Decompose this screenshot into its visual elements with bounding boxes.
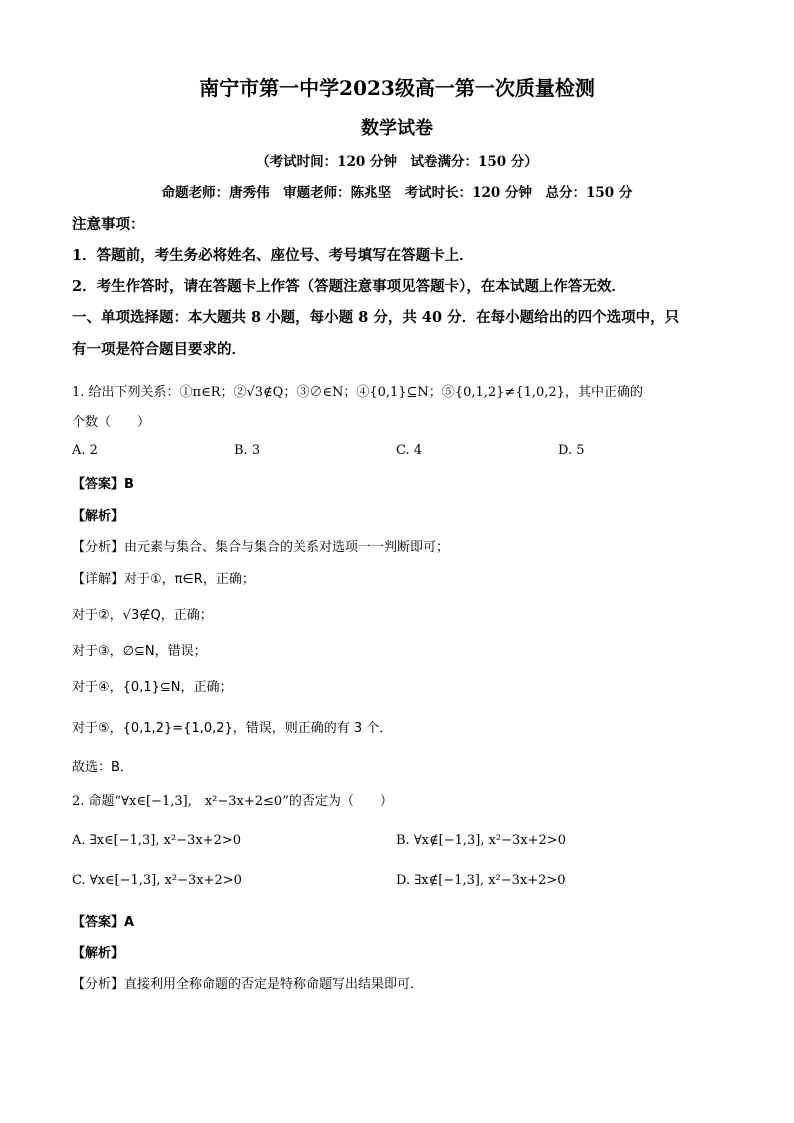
q2-option-a: A. ∃x∈[−1,3], x²−3x+2>0 [72, 833, 241, 848]
section-heading: 一、单项选择题：本大题共 8 小题，每小题 8 分，共 40 分．在每小题给出的四个选项中，只 [72, 309, 680, 326]
q1-detail-line: 对于④，{0,1}⊆N，正确； [72, 680, 233, 695]
q1-conclusion: 故选：B． [72, 760, 133, 775]
exam-info: （考试时间：120 分钟 试卷满分：150 分） [256, 154, 538, 170]
staff-info: 命题老师：唐秀伟 审题老师：陈兆坚 考试时长：120 分钟 总分：150 分 [161, 185, 633, 201]
q2-option-d: D. ∃x∉[−1,3], x²−3x+2>0 [396, 873, 566, 888]
q1-detail-line: 对于②，√3∉Q，正确； [72, 608, 213, 623]
notice-item: 1．答题前，考生务必将姓名、座位号、考号填写在答题卡上． [72, 247, 474, 264]
q2-stem: 2. 命题“∀x∈[−1,3], x²−3x+2≤0”的否定为（ ） [72, 794, 393, 809]
q1-analysis-label: 【解析】 [72, 509, 125, 524]
q1-option-d: D. 5 [558, 443, 585, 458]
q2-analysis-label: 【解析】 [72, 946, 125, 961]
q1-stem: 1. 给出下列关系：①π∈R；②√3∉Q；③∅∈N；④{0,1}⊆N；⑤{0,1,2}≠{1,0,2}，其中正确的 [72, 385, 643, 400]
page-title: 南宁市第一中学2023级高一第一次质量检测 [199, 76, 595, 100]
q1-analysis: 【分析】由元素与集合、集合与集合的关系对选项一一判断即可； [72, 540, 450, 555]
q1-detail-line: 【详解】对于①，π∈R，正确； [72, 572, 255, 587]
q2-answer: 【答案】A [72, 915, 135, 930]
q1-detail-line: 对于⑤，{0,1,2}={1,0,2}，错误，则正确的有 3 个． [72, 721, 393, 736]
q1-answer: 【答案】B [72, 477, 134, 492]
q2-option-c: C. ∀x∈[−1,3], x²−3x+2>0 [72, 873, 242, 888]
q1-option-b: B. 3 [234, 443, 261, 458]
section-heading-cont: 有一项是符合题目要求的． [72, 341, 246, 358]
q2-option-b: B. ∀x∉[−1,3], x²−3x+2>0 [396, 833, 566, 848]
q1-option-c: C. 4 [396, 443, 423, 458]
page-subtitle: 数学试卷 [361, 118, 433, 139]
q1-stem-cont: 个数（ ） [72, 415, 151, 430]
notice-heading: 注意事项： [72, 216, 145, 233]
notice-item: 2．考生作答时，请在答题卡上作答（答题注意事项见答题卡），在本试题上作答无效． [72, 278, 626, 295]
q1-option-a: A. 2 [72, 443, 98, 458]
q1-detail-line: 对于③，∅⊆N，错误； [72, 644, 207, 659]
q2-analysis: 【分析】直接利用全称命题的否定是特称命题写出结果即可． [72, 977, 424, 992]
